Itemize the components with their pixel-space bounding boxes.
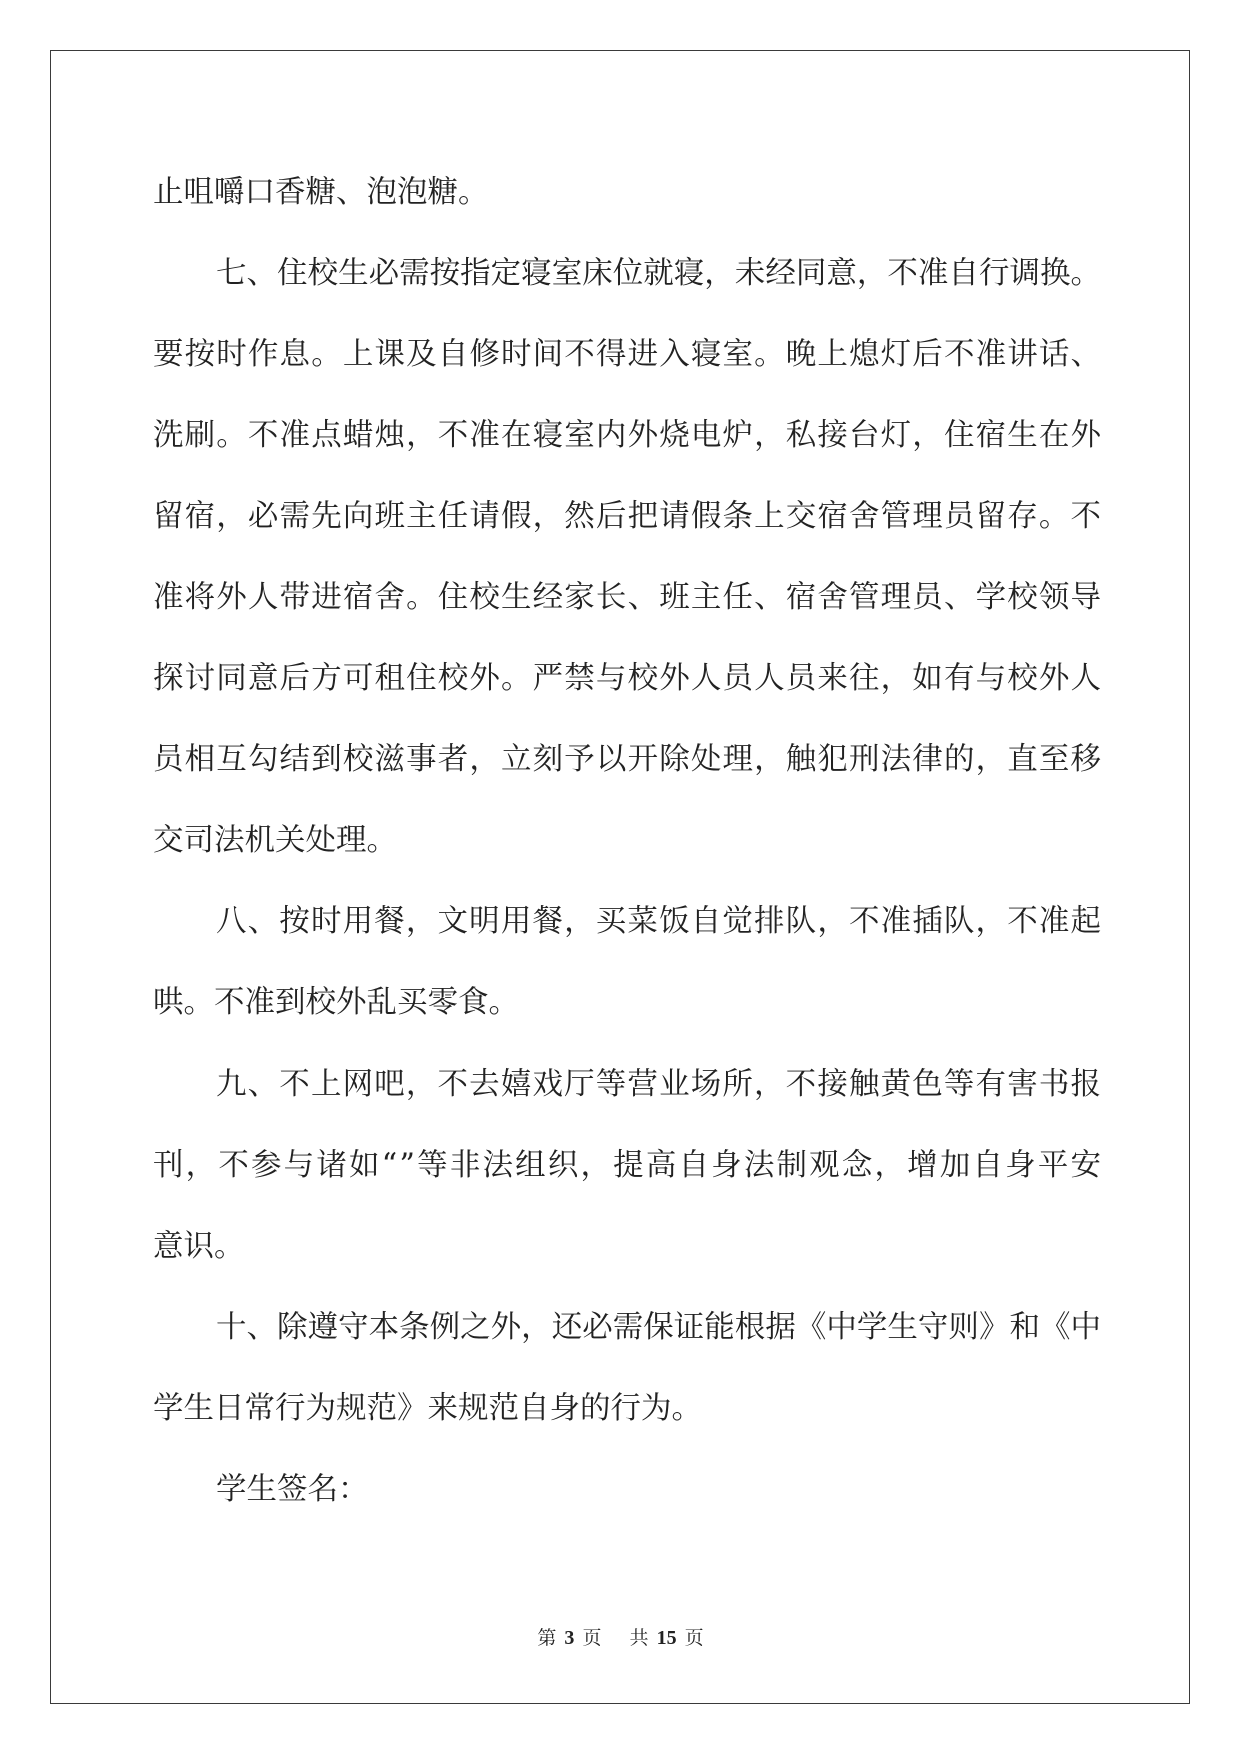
document-body: [153, 152, 1104, 1531]
body-text-line: 九、不上网吧，不去嬉戏厅等营业场所，不接触黄色等有害书报: [216, 1066, 1103, 1102]
page-footer: [0, 1622, 1241, 1654]
footer-total-suffix: 页: [684, 1627, 704, 1649]
paragraph: [153, 1044, 1104, 1287]
body-text-line: 八、按时用餐，文明用餐，买菜饭自觉排队，不准插队，不准起: [216, 904, 1103, 940]
paragraph: [153, 233, 1101, 882]
body-text-line: 哄。不准到校外乱买零食。: [153, 985, 519, 1021]
footer-total-prefix: 共: [629, 1627, 649, 1649]
body-text-line: 刊，不参与诸如“”等非法组织，提高自身法制观念，增加自身平安: [153, 1147, 1104, 1183]
body-text-line: 留宿，必需先向班主任请假，然后把请假条上交宿舍管理员留存。不: [153, 498, 1103, 534]
body-text-line: 准将外人带进宿舍。住校生经家长、班主任、宿舍管理员、学校领导: [153, 579, 1103, 615]
body-text-line: 交司法机关处理。: [153, 823, 397, 859]
total-pages-number: 15: [656, 1627, 677, 1649]
paragraph: [153, 1287, 1101, 1449]
body-text-line: 学生日常行为规范》来规范自身的行为。: [153, 1390, 702, 1426]
footer-page-suffix: 页: [582, 1627, 602, 1649]
paragraph: [153, 881, 1101, 1043]
paragraph: [153, 152, 1101, 233]
footer-page-prefix: 第: [537, 1627, 557, 1649]
body-text-line: 要按时作息。上课及自修时间不得进入寝室。晚上熄灯后不准讲话、: [153, 336, 1103, 372]
current-page-number: 3: [564, 1627, 575, 1649]
signature-paragraph: [153, 1449, 1101, 1530]
body-text-line: 洗刷。不准点蜡烛，不准在寝室内外烧电炉，私接台灯，住宿生在外: [153, 417, 1103, 453]
body-text-line: 探讨同意后方可租住校外。严禁与校外人员人员来往，如有与校外人: [153, 661, 1103, 697]
body-text-line: 止咀嚼口香糖、泡泡糖。: [153, 174, 489, 210]
body-text-line: 七、住校生必需按指定寝室床位就寝，未经同意，不准自行调换。: [216, 255, 1102, 291]
student-signature-label: 学生签名：: [216, 1472, 369, 1507]
body-text-line: 意识。: [153, 1228, 245, 1264]
body-text-line: 十、除遵守本条例之外，还必需保证能根据《中学生守则》和《中: [216, 1309, 1102, 1345]
body-text-line: 员相互勾结到校滋事者，立刻予以开除处理，触犯刑法律的，直至移: [153, 742, 1103, 778]
